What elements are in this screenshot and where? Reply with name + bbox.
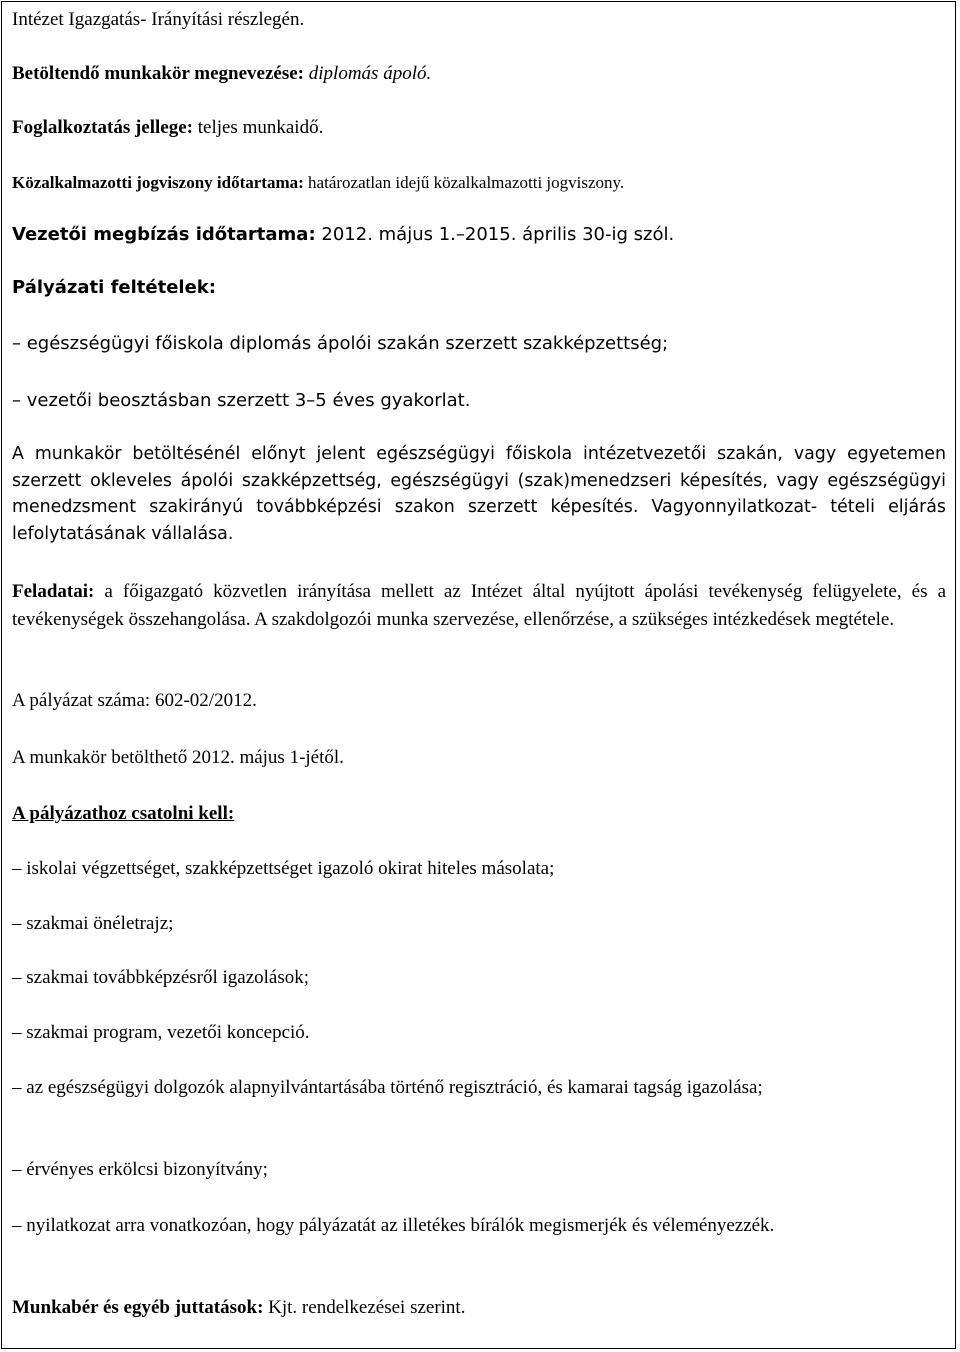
mandate-line	[12, 224, 674, 246]
start-date: A munkakör betölthető 2012. május 1-jétől.	[12, 747, 344, 768]
salary-label: Munkabér és egyéb juttatások:	[12, 1297, 264, 1318]
attachments-heading: A pályázathoz csatolni kell:	[12, 803, 235, 824]
duties-paragraph	[12, 578, 946, 634]
mandate-value: 2012. május 1.–2015. április 30-ig szól.	[321, 224, 675, 245]
employment-line	[12, 117, 323, 139]
mandate-label: Vezetői megbízás időtartama:	[12, 224, 316, 245]
attachment-item: – szakmai továbbképzésről igazolások;	[12, 967, 310, 988]
salary-line	[12, 1297, 465, 1319]
civil-service-value: határozatlan idejű közalkalmazotti jogviszony.	[308, 173, 625, 192]
attachment-item: – érvényes erkölcsi bizonyítvány;	[12, 1159, 268, 1180]
application-number: A pályázat száma: 602-02/2012.	[12, 690, 257, 711]
unit-line: Intézet Igazgatás- Irányítási részlegén.	[12, 9, 305, 30]
attachment-item: – szakmai önéletrajz;	[12, 913, 174, 934]
attachment-item: – az egészségügyi dolgozók alapnyilvántartásába történő regisztráció, és kamarai tagság igazolása;	[12, 1077, 763, 1098]
civil-service-line	[12, 172, 624, 194]
duties-text: a főigazgató közvetlen irányítása mellett az Intézet által nyújtott ápolási tevékenység felügyelete, és a tevékenységek összehangolása. A szakdolgozói munka szervezése, ellenőrzése, a szükséges intézkedések megtétele.	[12, 581, 946, 630]
attachment-item: – nyilatkozat arra vonatkozóan, hogy pályázatát az illetékes bírálók megismerjék és véleményezzék.	[12, 1215, 775, 1236]
advantage-paragraph: A munkakör betöltésénél előnyt jelent egészségügyi főiskola intézetvezetői szakán, vagy egyetemen szerzett okleveles ápolói szakképzettség, egészségügyi (szak)menedzseri képesítés, vagy egészségügyi menedzsment szakirányú továbbképzési szakon szerzett képesítés. Vagyonnyilatkozat- tételi eljárás lefolytatásának vállalása.	[12, 444, 946, 544]
salary-value: Kjt. rendelkezései szerint.	[268, 1297, 466, 1318]
attachment-item: – iskolai végzettséget, szakképzettséget igazoló okirat hiteles másolata;	[12, 858, 555, 879]
civil-service-label: Közalkalmazotti jogviszony időtartama:	[12, 173, 304, 192]
condition-item: – egészségügyi főiskola diplomás ápolói szakán szerzett szakképzettség;	[12, 333, 669, 354]
employment-label: Foglalkoztatás jellege:	[12, 117, 193, 138]
position-value: diplomás ápoló.	[308, 63, 432, 84]
employment-value: teljes munkaidő.	[197, 117, 324, 138]
position-line	[12, 63, 431, 85]
position-label: Betöltendő munkakör megnevezése:	[12, 63, 305, 84]
condition-item: – vezetői beosztásban szerzett 3–5 éves gyakorlat.	[12, 390, 471, 411]
attachment-item: – szakmai program, vezetői koncepció.	[12, 1022, 310, 1043]
duties-label: Feladatai:	[12, 581, 95, 602]
conditions-heading: Pályázati feltételek:	[12, 277, 216, 298]
